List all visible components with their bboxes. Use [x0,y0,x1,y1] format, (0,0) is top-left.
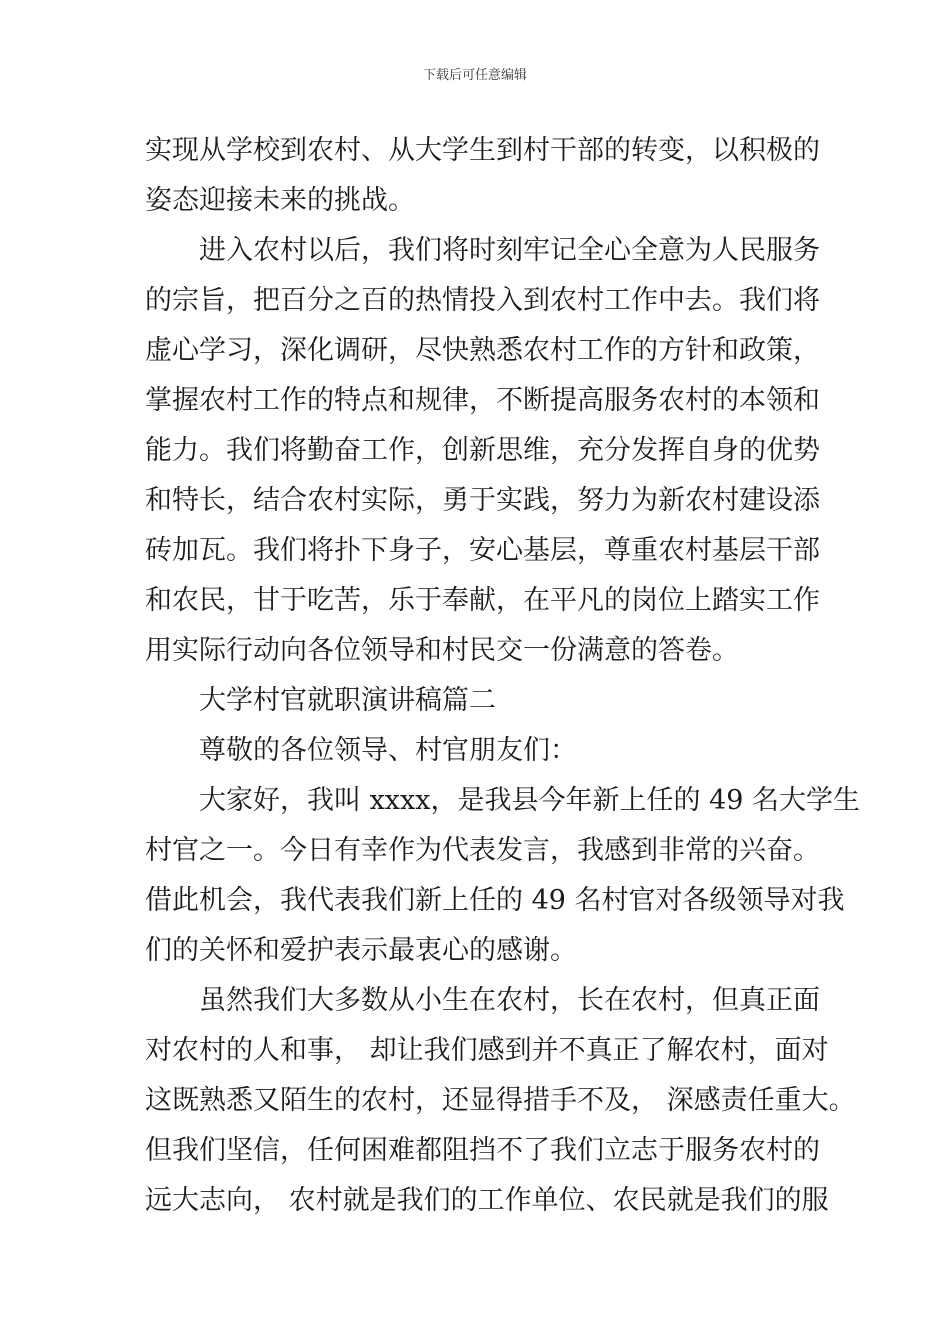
text-line: 村官之一。今日有幸作为代表发言，我感到非常的兴奋。 [145,835,820,866]
text-line: 掌握农村工作的特点和规律，不断提高服务农村的本领和 [145,385,820,416]
text-line: 的宗旨，把百分之百的热情投入到农村工作中去。我们将 [145,285,820,316]
text-line: 虽然我们大多数从小生在农村，长在农村，但真正面 [199,985,820,1016]
text-line: 对农村的人和事， 却让我们感到并不真正了解农村，面对 [145,1035,829,1066]
text-line: 大家好，我叫 xxxx，是我县今年新上任的 49 名大学生 [199,785,861,816]
text-line: 和特长，结合农村实际，勇于实践，努力为新农村建设添 [145,485,820,516]
text-line: 能力。我们将勤奋工作，创新思维，充分发挥自身的优势 [145,435,820,466]
text-line: 借此机会，我代表我们新上任的 49 名村官对各级领导对我 [145,885,845,916]
page-header: 下载后可任意编辑 [422,68,527,83]
text-line: 实现从学校到农村、从大学生到村干部的转变，以积极的 [145,135,820,166]
salutation: 尊敬的各位领导、村官朋友们： [199,735,577,766]
section-title: 大学村官就职演讲稿篇二 [199,685,496,716]
document-body [145,126,861,1226]
text-line: 这既熟悉又陌生的农村，还显得措手不及， 深感责任重大。 [145,1085,856,1116]
text-line: 虚心学习，深化调研，尽快熟悉农村工作的方针和政策， [145,335,820,366]
text-line: 砖加瓦。我们将扑下身子，安心基层，尊重农村基层干部 [145,535,820,566]
text-line: 姿态迎接未来的挑战。 [145,185,415,216]
text-line: 远大志向， 农村就是我们的工作单位、农民就是我们的服 [145,1185,829,1216]
text-line: 但我们坚信，任何困难都阻挡不了我们立志于服务农村的 [145,1135,820,1166]
text-line: 进入农村以后，我们将时刻牢记全心全意为人民服务 [199,235,820,266]
text-line: 和农民，甘于吃苦，乐于奉献，在平凡的岗位上踏实工作 [145,585,820,616]
text-line: 们的关怀和爱护表示最衷心的感谢。 [145,935,577,966]
text-line: 用实际行动向各位领导和村民交一份满意的答卷。 [145,635,739,666]
